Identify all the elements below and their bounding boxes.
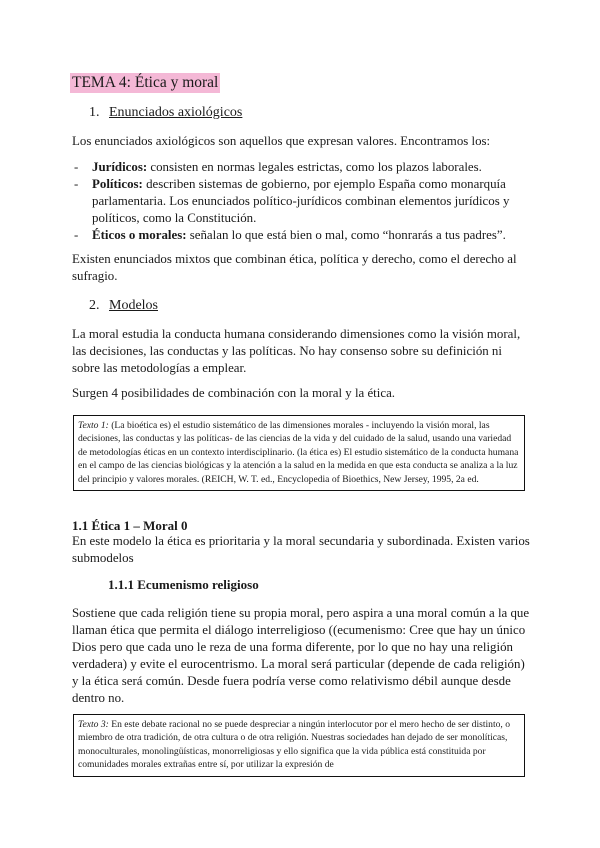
- section-1-heading: [89, 104, 242, 122]
- quote-box-texto-3: [73, 714, 525, 777]
- list-item: - Jurídicos: consisten en normas legales estrictas, como los plazos laborales.: [74, 160, 482, 174]
- list-item-text: señalan lo que está bien o mal, como “honrarás a tus padres”.: [186, 228, 506, 242]
- section-2-title: Modelos: [109, 298, 158, 313]
- quote-box-texto-1: [73, 415, 525, 491]
- list-item-text: consisten en normas legales estrictas, como los plazos laborales.: [147, 160, 482, 174]
- subsection-1-1-heading: 1.1 Ética 1 – Moral 0: [72, 518, 188, 533]
- page-title: TEMA 4: Ética y moral: [72, 74, 219, 91]
- list-item: - Políticos: describen sistemas de gobierno, por ejemplo España como monarquía parlamentaria. Los enunciados político-jurídicos combinan elementos jurídicos y políticos, como la Constitución.: [74, 177, 510, 225]
- list-item-term: Jurídicos:: [92, 160, 148, 174]
- subsection-1-1-1-text: Sostiene que cada religión tiene su propia moral, pero aspira a una moral común a la que llaman ética que permita el diálogo interreligioso ((ecumenismo: Cree que hay un único Dios pero que cada uno le reza de una forma diferente, por lo que no hay una religión verdadera) y evite el eurocentrismo. La moral será particular (depende de cada religión) y la ética será común. Desde fuera podría verse como relativismo débil aunque desde dentro no.: [72, 606, 530, 705]
- quote-label: Texto 3:: [78, 719, 109, 730]
- list-item-term: Éticos o morales:: [92, 228, 187, 242]
- section-2-paragraph-2: Surgen 4 posibilidades de combinación con la moral y la ética.: [72, 386, 396, 400]
- section-1-number: 1.: [89, 105, 100, 120]
- list-item-term: Políticos:: [92, 177, 143, 191]
- subsection-1-1-text: En este modelo la ética es prioritaria y la moral secundaria y subordinada. Existen varios submodelos: [72, 534, 530, 565]
- section-1-mixed: Existen enunciados mixtos que combinan ética, política y derecho, como el derecho al sufragio.: [72, 252, 517, 283]
- section-2-paragraph-1: La moral estudia la conducta humana considerando dimensiones como la visión moral, las decisiones, las conductas y las políticas. No hay consenso sobre su definición ni sobre las metodologías a emplear.: [72, 327, 521, 375]
- subsection-1-1-1-heading: 1.1.1 Ecumenismo religioso: [108, 577, 259, 592]
- list-item-text: describen sistemas de gobierno, por ejemplo España como monarquía parlamentaria. Los enunciados político-jurídicos combinan elementos jurídicos y políticos, como la Constitución.: [92, 177, 510, 225]
- quote-text: En este debate racional no se puede despreciar a ningún interlocutor por el mero hecho de ser distinto, o miembro de otra tradición, de otra cultura o de otra religión. Nuestras sociedades han dejado de ser monolíticas, monoculturales, monolingüísticas, monorreligiosas y ello significa que la vida pública está constituida por comunidades morales extrañas entre sí, por utilizar la expresión de: [78, 719, 511, 771]
- section-1-title: Enunciados axiológicos: [109, 105, 243, 120]
- section-1-intro: Los enunciados axiológicos son aquellos que expresan valores. Encontramos los:: [72, 134, 491, 148]
- quote-label: Texto 1:: [78, 420, 109, 431]
- section-2-number: 2.: [89, 298, 100, 313]
- quote-text: (La bioética es) el estudio sistemático de las dimensiones morales - incluyendo la visión moral, las decisiones, las conductas y las políticas- de las ciencias de la vida y del cuidado de la salud, usando una variedad de metodologías éticas en un contexto interdisciplinario. (la ética es) El estudio sistemático de la conducta humana en el campo de las ciencias biológicas y la atención a la salud en la medida en que esta conducta se analiza a la luz del principio y valores morales. (REICH, W. T. ed., Encyclopedia of Bioethics, New Jersey, 1995, 2a ed.: [78, 420, 519, 485]
- list-item: - Éticos o morales: señalan lo que está bien o mal, como “honrarás a tus padres”.: [74, 228, 506, 242]
- section-2-heading: [89, 297, 158, 315]
- axiological-list: [74, 159, 532, 244]
